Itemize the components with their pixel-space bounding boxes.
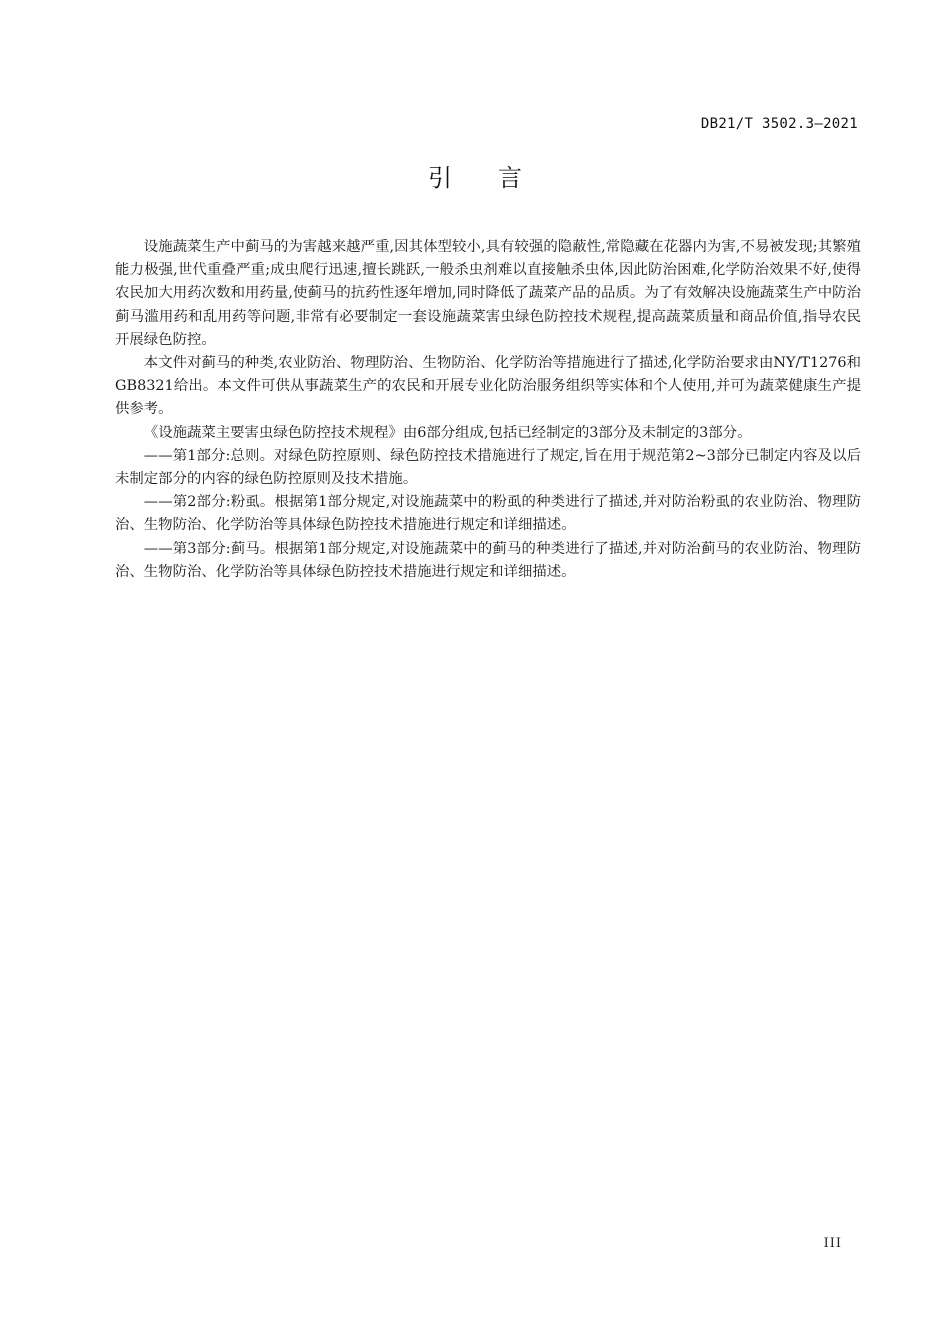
page-number: III xyxy=(823,1236,842,1251)
paragraph-part-3: ——第3部分:蓟马。根据第1部分规定,对设施蔬菜中的蓟马的种类进行了描述,并对防治蓟马的农业防治、物理防治、生物防治、化学防治等具体绿色防控技术措施进行规定和详细描述。 xyxy=(115,540,861,580)
paragraph-background: 设施蔬菜生产中蓟马的为害越来越严重,因其体型较小,具有较强的隐蔽性,常隐藏在花器内为害,不易被发现;其繁殖能力极强,世代重叠严重;成虫爬行迅速,擅长跳跃,一般杀虫剂难以直接触杀虫体,因此防治困难,化学防治效果不好,使得农民加大用药次数和用药量,使蓟马的抗药性逐年增加,同时降低了蔬菜产品的品质。为了有效解决设施蔬菜生产中防治蓟马滥用药和乱用药等问题,非常有必要制定一套设施蔬菜害虫绿色防控技术规程,提高蔬菜质量和商品价值,指导农民开展绿色防控。 xyxy=(115,239,861,348)
introduction-body xyxy=(115,236,861,584)
document-code: DB21/T 3502.3—2021 xyxy=(700,116,858,132)
paragraph-part-2: ——第2部分:粉虱。根据第1部分规定,对设施蔬菜中的粉虱的种类进行了描述,并对防治粉虱的农业防治、物理防治、生物防治、化学防治等具体绿色防控技术措施进行规定和详细描述。 xyxy=(115,494,861,534)
paragraph-structure: 《设施蔬菜主要害虫绿色防控技术规程》由6部分组成,包括已经制定的3部分及未制定的3部分。 xyxy=(143,424,752,441)
paragraph-part-1: ——第1部分:总则。对绿色防控原则、绿色防控技术措施进行了规定,旨在用于规范第2~3部分已制定内容及以后未制定部分的内容的绿色防控原则及技术措施。 xyxy=(115,447,861,488)
page-title: 引言 xyxy=(428,164,568,192)
paragraph-scope: 本文件对蓟马的种类,农业防治、物理防治、生物防治、化学防治等措施进行了描述,化学防治要求由NY/T1276和GB8321给出。本文件可供从事蔬菜生产的农民和开展专业化防治服务组织等实体和个人使用,并可为蔬菜健康生产提供参考。 xyxy=(115,355,861,418)
